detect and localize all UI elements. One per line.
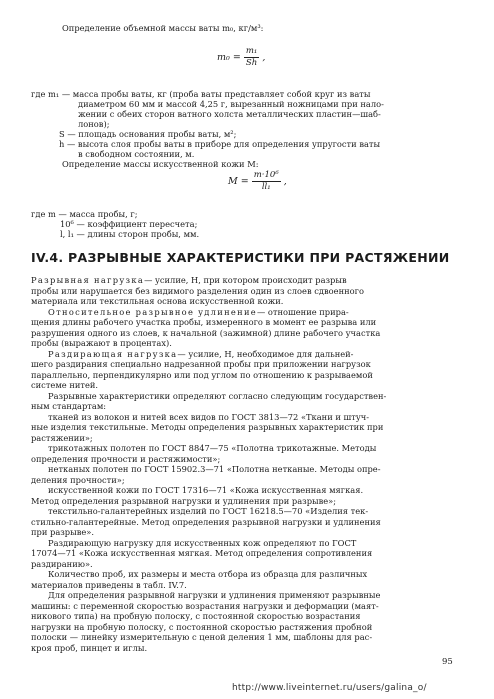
body-line: искусственной кожи по ГОСТ 17316—71 «Кожа искусственная мягкая.	[48, 485, 364, 495]
body-line: стильно-галантерейные. Метод определения разрывной нагрузки и удлинения	[31, 516, 381, 527]
body-line: тканей из волокон и нитей всех видов по ГОСТ 3813—72 «Ткани и штуч-	[48, 411, 370, 422]
density-intro: Определение объемной массы ваты m₀, кг/м³:	[62, 23, 264, 33]
formula-tail: ,	[262, 52, 266, 63]
formula-density	[217, 46, 265, 69]
body-line: ные изделия текстильные. Методы определения разрывных характеристик при	[31, 422, 384, 432]
formula-tail: ,	[283, 176, 287, 187]
body-line: пробы (выражают в процентах).	[31, 338, 172, 348]
formula-lhs: m₀ =	[217, 52, 241, 63]
body-line: растяжении»;	[31, 432, 93, 443]
where-line: диаметром 60 мм и массой 4,25 г, вырезанный ножницами при нало-	[78, 99, 384, 109]
formula-fraction	[244, 46, 259, 69]
body-line: трикотажных полотен по ГОСТ 8847—75 «Полотна трикотажные. Методы	[48, 443, 377, 453]
formula-denominator: Sh	[245, 58, 258, 68]
where-line: h — высота слоя пробы ваты в приборе для определения упругости ваты	[59, 139, 381, 149]
body-line: 17074—71 «Кожа искусственная мягкая. Метод определения сопротивления	[31, 548, 373, 558]
page-number: 95	[442, 657, 453, 667]
formula-fraction	[252, 170, 281, 193]
where-line: в свободном состоянии, м.	[78, 149, 195, 159]
body-line: полоски — линейку измерительную с ценой деления 1 мм, шаблоны для рас-	[31, 632, 373, 642]
body-line: текстильно-галантерейных изделий по ГОСТ 16218.5—70 «Изделия тек-	[48, 506, 369, 516]
body-line: нагрузки на пробную полоску, с постоянной скоростью растяжения пробной	[31, 621, 373, 632]
body-line: нетканых полотен по ГОСТ 15902.3—71 «Полотна нетканые. Методы опре-	[48, 464, 381, 474]
body-line: никового типа) на пробную полоску, с постоянной скоростью возрастания	[31, 611, 361, 621]
body-line: ным стандартам:	[31, 401, 107, 411]
where-line: лонов);	[78, 119, 110, 129]
section-heading: IV.4. РАЗРЫВНЫЕ ХАРАКТЕРИСТИКИ ПРИ РАСТЯЖЕНИИ	[31, 250, 450, 265]
body-line: системе нитей.	[31, 380, 99, 390]
body-line: Раздирающая нагрузка— усилие, Н, необходимое для дальней-	[48, 348, 354, 359]
body-line: раздиранию».	[31, 558, 93, 569]
body-line: Разрывная нагрузка— усилие, Н, при котором происходит разрыв	[31, 275, 347, 285]
where-line: где m₁ — масса пробы ваты, кг (проба ваты представляет собой круг из ваты	[31, 89, 371, 99]
where-line: 10⁶ — коэффициент пересчета;	[60, 219, 198, 229]
body-line: кроя проб, пинцет и иглы.	[31, 642, 148, 653]
formula-lhs: M =	[228, 176, 249, 187]
formula-mass	[228, 170, 287, 193]
body-line: шего раздирания специально надрезанной пробы при приложении нагрузок	[31, 359, 371, 369]
watermark-url[interactable]: http://www.liveinternet.ru/users/galina_o/	[232, 683, 427, 693]
body-line: параллельно, перпендикулярно или под углом по отношению к разрываемой	[31, 369, 373, 380]
formula-numerator: m·10⁶	[253, 170, 279, 180]
body-line: материалов приведены в табл. IV.7.	[31, 579, 187, 590]
body-line: Количество проб, их размеры и места отбора из образца для различных	[48, 569, 368, 579]
body-line: деления прочности»;	[31, 474, 125, 485]
body-line: при разрыве».	[31, 527, 95, 537]
body-line: материала или текстильная основа искусственной кожи.	[31, 296, 284, 306]
body-line: щения длины рабочего участка пробы, измеренного в момент ее разрыва или	[31, 317, 377, 327]
formula-numerator: m₁	[245, 46, 258, 56]
mass-intro: Определение массы искусственной кожи M:	[62, 159, 259, 169]
where-line: S — площадь основания пробы ваты, м²;	[59, 129, 237, 139]
term: Раздирающая нагрузка	[48, 348, 178, 359]
body-line: разрушения одного из слоев, к начальной (зажимной) длине рабочего участка	[31, 327, 381, 338]
formula-denominator: ll₁	[261, 182, 271, 192]
where-line: l, l₁ — длины сторон пробы, мм.	[60, 229, 200, 239]
body-line: Относительное разрывное удлинение— отношение прира-	[48, 306, 349, 317]
where-line: где m — масса пробы, г;	[31, 209, 138, 219]
body-line: Для определения разрывной нагрузки и удлинения применяют разрывные	[48, 590, 381, 600]
term: Относительное разрывное удлинение	[48, 306, 257, 317]
term: Разрывная нагрузка	[31, 275, 145, 285]
body-line: Раздирающую нагрузку для искусственных кож определяют по ГОСТ	[48, 537, 357, 548]
body-line: машины: с переменной скоростью возрастания нагрузки и деформации (маят-	[31, 600, 379, 611]
body-line: Метод определения разрывной нагрузки и удлинения при разрыве»;	[31, 495, 337, 506]
body-line: Разрывные характеристики определяют согласно следующим государствен-	[48, 390, 387, 401]
body-line: пробы или нарушается без видимого разделения один из слоев сдвоенного	[31, 285, 364, 296]
where-line: жении с обеих сторон ватного холста металлических пластин—шаб-	[78, 109, 381, 119]
body-line: определения прочности и растяжимости»;	[31, 453, 221, 464]
